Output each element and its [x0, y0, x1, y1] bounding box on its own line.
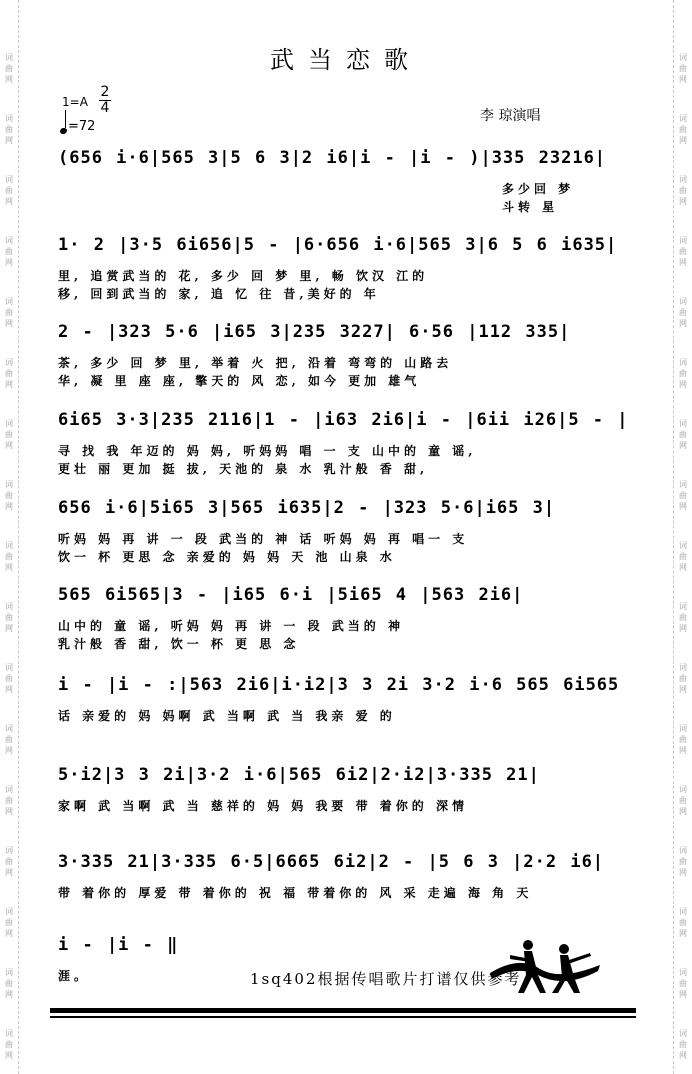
key-signature: 1=A: [62, 95, 88, 109]
tempo-value: =72: [68, 119, 96, 134]
tempo-mark: [60, 112, 95, 134]
quarter-note-icon: [59, 127, 68, 135]
watermark-text: 词 曲 网: [679, 236, 687, 267]
notation-line: 3·335 21|3·335 6·5|6665 6i2|2 - |5 6 3 |2·2 i6|: [58, 852, 605, 872]
notation-line: 5·i2|3 3 2i|3·2 i·6|565 6i2|2·i2|3·335 21|: [58, 765, 540, 785]
lyric-line-1: 里, 追赏武当的 花, 多少 回 梦 里, 畅 饮汉 江的: [58, 269, 429, 283]
lyric-line-2: 斗转 星: [502, 200, 559, 214]
watermark-text: 词 曲 网: [5, 602, 13, 633]
lyric-line-1: 多少回 梦: [502, 182, 575, 196]
watermark-text: 词 曲 网: [5, 236, 13, 267]
notation-line: (656 i·6|565 3|5 6 3|2 i6|i - |i - )|335 23216|: [58, 148, 607, 168]
watermark-text: 词 曲 网: [5, 968, 13, 999]
notation-line: 1· 2 |3·5 6i656|5 - |6·656 i·6|565 3|6 5 6 i635|: [58, 235, 618, 255]
singer-credit: 李 琼演唱: [480, 108, 541, 124]
watermark-text: 词 曲 网: [5, 846, 13, 877]
watermark-text: 词 曲 网: [679, 53, 687, 84]
notation-line: 2 - |323 5·6 |i65 3|235 3227| 6·56 |112 335|: [58, 322, 571, 342]
watermark-text: 词 曲 网: [5, 663, 13, 694]
lyric-line-1: 家啊 武 当啊 武 当 慈祥的 妈 妈 我要 带 着你的 深情: [58, 799, 468, 813]
bottom-rule-thin: [50, 1016, 636, 1018]
lyric-line-1: 茶, 多少 回 梦 里, 举着 火 把, 沿着 弯弯的 山路去: [58, 356, 453, 370]
lyric-line-2: 乳汁般 香 甜, 饮一 杯 更 思 念: [58, 637, 300, 651]
watermark-text: 词 曲 网: [679, 480, 687, 511]
watermark-text: 词 曲 网: [5, 1029, 13, 1060]
notation-line: 656 i·6|5i65 3|565 i635|2 - |323 5·6|i65 3|: [58, 498, 556, 518]
watermark-text: 词 曲 网: [679, 846, 687, 877]
watermark-text: 词 曲 网: [5, 175, 13, 206]
watermark-text: 词 曲 网: [679, 541, 687, 572]
notation-line: 565 6i565|3 - |i65 6·i |5i65 4 |563 2i6|: [58, 585, 524, 605]
lyric-line-2: 华, 凝 里 座 座, 擎天的 风 恋, 如今 更加 雄气: [58, 374, 421, 388]
watermark-text: 词 曲 网: [679, 968, 687, 999]
watermark-text: 词 曲 网: [679, 175, 687, 206]
meter-top: 2: [100, 84, 110, 100]
lyric-line-2: 移, 回到武当的 家, 追 忆 往 昔,美好的 年: [58, 287, 380, 301]
lyric-line-2: 饮一 杯 更思 念 亲爱的 妈 妈 天 池 山泉 水: [58, 550, 396, 564]
watermark-text: 词 曲 网: [679, 1029, 687, 1060]
transcription-credit: 1sq402根据传唱歌片打谱仅供参考: [250, 970, 522, 988]
bottom-rule-thick: [50, 1008, 636, 1013]
lyric-line-1: 话 亲爱的 妈 妈啊 武 当啊 武 当 我亲 爱 的: [58, 709, 396, 723]
watermark-text: 词 曲 网: [679, 785, 687, 816]
watermark-text: 词 曲 网: [679, 358, 687, 389]
watermark-text: 词 曲 网: [679, 297, 687, 328]
lyric-line-2: 更壮 丽 更加 挺 拔, 天池的 泉 水 乳汁般 香 甜,: [58, 462, 429, 476]
watermark-text: 词 曲 网: [5, 297, 13, 328]
watermark-text: 词 曲 网: [679, 724, 687, 755]
watermark-text: 词 曲 网: [5, 480, 13, 511]
right-watermark-strip: [673, 0, 692, 1074]
lyric-line-1: 山中的 童 谣, 听妈 妈 再 讲 一 段 武当的 神: [58, 619, 404, 633]
watermark-text: 词 曲 网: [679, 114, 687, 145]
watermark-text: 词 曲 网: [5, 724, 13, 755]
watermark-text: 词 曲 网: [679, 663, 687, 694]
watermark-text: 词 曲 网: [5, 785, 13, 816]
watermark-text: 词 曲 网: [5, 907, 13, 938]
watermark-text: 词 曲 网: [679, 419, 687, 450]
meter-bottom: 4: [100, 100, 110, 116]
watermark-text: 词 曲 网: [5, 419, 13, 450]
watermark-text: 词 曲 网: [5, 358, 13, 389]
watermark-text: 词 曲 网: [679, 602, 687, 633]
notation-line: i - |i - ‖: [58, 935, 179, 955]
notation-line: 6i65 3·3|235 2116|1 - |i63 2i6|i - |6ii i26|5 - |: [58, 410, 629, 430]
lyric-line-1: 听妈 妈 再 讲 一 段 武当的 神 话 听妈 妈 再 唱一 支: [58, 532, 469, 546]
watermark-text: 词 曲 网: [5, 114, 13, 145]
notation-line: i - |i - :|563 2i6|i·i2|3 3 2i 3·2 i·6 565 6i565: [58, 675, 620, 695]
song-title: 武当恋歌: [270, 46, 422, 74]
watermark-text: 词 曲 网: [679, 907, 687, 938]
watermark-text: 词 曲 网: [5, 53, 13, 84]
lyric-line-1: 带 着你的 厚爱 带 着你的 祝 福 带着你的 风 采 走遍 海 角 天: [58, 886, 533, 900]
left-watermark-strip: [0, 0, 19, 1074]
watermark-text: 词 曲 网: [5, 541, 13, 572]
time-signature: [98, 85, 112, 116]
lyric-line-1: 涯。: [58, 969, 91, 983]
lyric-line-1: 寻 找 我 年迈的 妈 妈, 听妈妈 唱 一 支 山中的 童 谣,: [58, 444, 477, 458]
